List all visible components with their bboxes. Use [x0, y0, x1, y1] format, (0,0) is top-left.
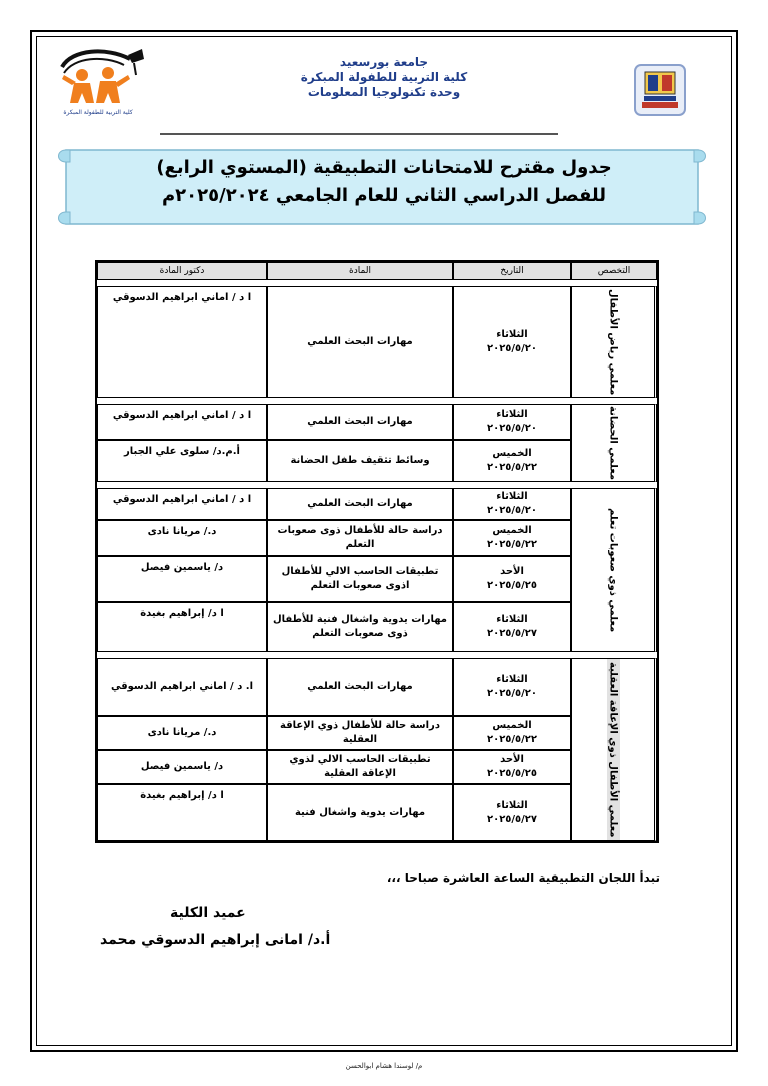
subject-cell: دراسة حالة للأطفال ذوى صعوبات التعلم	[267, 520, 453, 556]
college-logo	[52, 45, 152, 117]
specialty-cell: معلمي رياض الأطفال	[571, 286, 657, 398]
specialty-cell: معلمي الحضانة	[571, 404, 657, 482]
institution-header	[200, 55, 568, 100]
specialty-cell: معلمي ذوي صعوبات تعلم	[571, 488, 657, 652]
subject-cell: مهارات البحث العلمي	[267, 286, 453, 398]
doctor-cell: د/ ياسمين فيصل	[97, 556, 267, 602]
university-name: جامعة بورسعيد	[339, 55, 429, 69]
doctor-cell: د./ مريانا نادى	[97, 716, 267, 750]
subject-cell: تطبيقات الحاسب الالي للأطفال اذوى صعوبات التعلم	[267, 556, 453, 602]
header-subject: المادة	[267, 262, 453, 280]
subject-cell: تطبيقات الحاسب الالي لذوي الإعاقة العقلية	[267, 750, 453, 784]
date-cell: الأحد ٢٠٢٥/٥/٢٥	[453, 750, 571, 784]
college-logo-caption: كلية التربية للطفولة المبكرة	[63, 109, 133, 116]
subject-cell: مهارات البحث العلمي	[267, 488, 453, 520]
banner-title-line-2: للفصل الدراسي الثاني للعام الجامعي ٢٠٢٥/٢٠٢٤م	[161, 185, 607, 206]
doctor-cell: ا د / اماني ابراهيم الدسوقي	[97, 404, 267, 440]
date-cell: الأحد ٢٠٢٥/٥/٢٥	[453, 556, 571, 602]
unit-name: وحدة تكنولوجيا المعلومات	[307, 85, 461, 99]
dean-name: أ.د/ امانى إبراهيم الدسوقي محمد	[100, 932, 331, 948]
doctor-cell: د/ ياسمين فيصل	[97, 750, 267, 784]
header-doctor: دكتور المادة	[97, 262, 267, 280]
date-cell: الثلاثاء ٢٠٢٥/٥/٢٧	[453, 602, 571, 652]
date-cell: الثلاثاء ٢٠٢٥/٥/٢٠	[453, 404, 571, 440]
subject-cell: مهارات يدوية واشغال فنية للأطفال ذوى صعوبات التعلم	[267, 602, 453, 652]
table-row	[97, 286, 657, 398]
date-cell: الخميس ٢٠٢٥/٥/٢٢	[453, 520, 571, 556]
table-row	[97, 404, 657, 440]
specialty-cell: معلمي الأطفال ذوي الإعاقة العقلية	[571, 658, 657, 841]
subject-cell: مهارات يدوية واشغال فنية	[267, 784, 453, 842]
doctor-cell: أ.م.د/ سلوى علي الجبار	[97, 440, 267, 482]
doctor-cell: د./ مريانا نادى	[97, 520, 267, 556]
date-cell: الثلاثاء ٢٠٢٥/٥/٢٠	[453, 286, 571, 398]
header-specialty: التخصص	[571, 262, 657, 280]
date-cell: الثلاثاء ٢٠٢٥/٥/٢٠	[453, 488, 571, 520]
header-separator	[160, 133, 558, 135]
table-row	[97, 488, 657, 520]
date-cell: الخميس ٢٠٢٥/٥/٢٢	[453, 440, 571, 482]
date-cell: الثلاثاء ٢٠٢٥/٥/٢٧	[453, 784, 571, 842]
doctor-cell: ا. د / اماني ابراهيم الدسوقي	[97, 658, 267, 716]
doctor-cell: ا د / اماني ابراهيم الدسوقي	[97, 488, 267, 520]
table-row	[97, 658, 657, 716]
banner-title-line-1: جدول مقترح للامتحانات التطبيقية (المستوي الرابع)	[156, 157, 612, 178]
university-logo	[632, 62, 688, 118]
subject-cell: مهارات البحث العلمي	[267, 658, 453, 716]
college-name: كلية التربية للطفولة المبكرة	[300, 70, 468, 84]
dean-title: عميد الكلية	[170, 905, 246, 921]
exam-schedule-table	[95, 260, 659, 843]
date-cell: الخميس ٢٠٢٥/٥/٢٢	[453, 716, 571, 750]
doctor-cell: ا د/ إبراهيم بغيدة	[97, 602, 267, 652]
subject-cell: دراسة حالة للأطفال ذوي الإعاقة العقلية	[267, 716, 453, 750]
date-cell: الثلاثاء ٢٠٢٥/٥/٢٠	[453, 658, 571, 716]
footer-author: م/ لوسندا هشام ابوالحسن	[345, 1062, 423, 1070]
doctor-cell: ا د/ إبراهيم بغيدة	[97, 784, 267, 842]
doctor-cell: ا د / اماني ابراهيم الدسوقي	[97, 286, 267, 398]
subject-cell: مهارات البحث العلمي	[267, 404, 453, 440]
subject-cell: وسائط تثقيف طفل الحضانة	[267, 440, 453, 482]
start-time-note: تبدأ اللجان التطبيقية الساعة العاشرة صباحا ،،،	[386, 871, 660, 885]
header-date: التاريخ	[453, 262, 571, 280]
